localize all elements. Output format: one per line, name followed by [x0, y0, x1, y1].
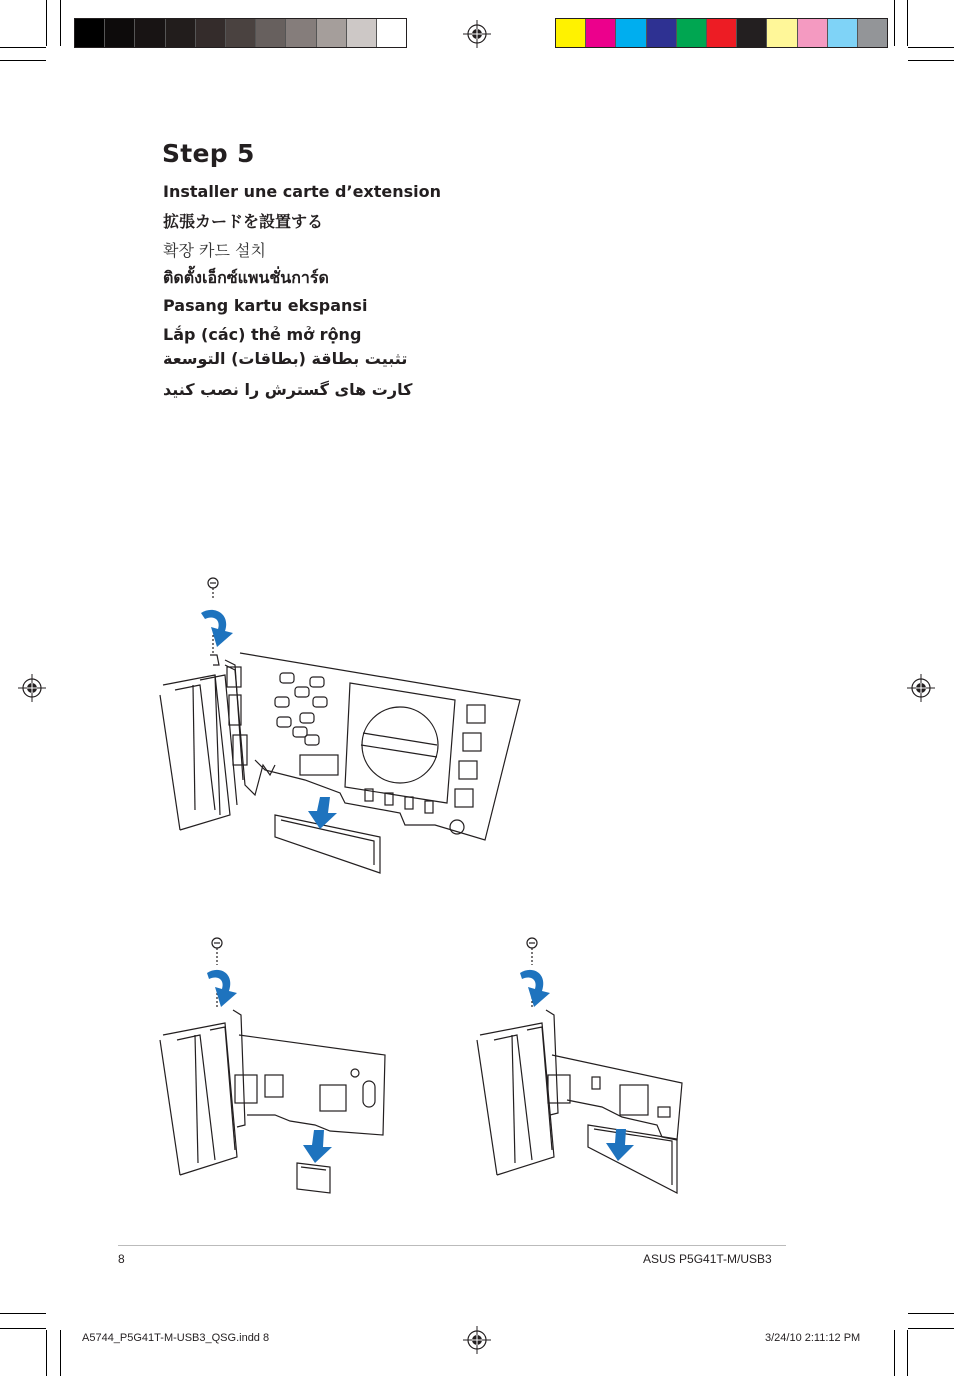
instruction-persian: کارت های گسترش را نصب کنید: [163, 380, 413, 399]
instruction-indonesian: Pasang kartu ekspansi: [163, 296, 368, 315]
step-heading: Step 5: [162, 139, 255, 168]
screw-icon: [212, 938, 222, 965]
process-swatch: [646, 19, 676, 47]
grayscale-swatch: [165, 19, 195, 47]
registration-mark-icon: [18, 674, 46, 702]
instruction-arabic: تثبيت بطاقة (بطاقات) التوسعة: [163, 349, 408, 368]
screw-icon: [527, 938, 537, 965]
grayscale-swatch: [134, 19, 164, 47]
insert-arrow-icon: [308, 797, 337, 829]
process-swatch: [797, 19, 827, 47]
instruction-korean: 확장 카드 설치: [163, 241, 266, 260]
process-swatch: [827, 19, 857, 47]
grayscale-swatch: [376, 19, 406, 47]
grayscale-swatch: [225, 19, 255, 47]
slug-file-info: A5744_P5G41T-M-USB3_QSG.indd 8: [82, 1332, 270, 1344]
graphics-card-install-illustration: [155, 575, 525, 880]
grayscale-color-bar: [74, 18, 407, 48]
grayscale-swatch: [104, 19, 134, 47]
registration-mark-icon: [463, 20, 491, 48]
pcie-x1-card-install-illustration: [155, 935, 395, 1195]
product-name: ASUS P5G41T-M/USB3: [643, 1252, 772, 1266]
instruction-french: Installer une carte d’extension: [163, 182, 442, 201]
rotate-arrow-icon: [520, 970, 550, 1007]
process-swatch: [676, 19, 706, 47]
screw-icon: [208, 578, 218, 600]
grayscale-swatch: [346, 19, 376, 47]
process-swatch: [585, 19, 615, 47]
page-number: 8: [118, 1252, 125, 1266]
insert-arrow-icon: [606, 1129, 634, 1161]
process-swatch: [615, 19, 645, 47]
footer-rule: [118, 1245, 786, 1246]
grayscale-swatch: [255, 19, 285, 47]
process-swatch: [556, 19, 585, 47]
process-swatch: [736, 19, 766, 47]
grayscale-swatch: [285, 19, 315, 47]
grayscale-swatch: [195, 19, 225, 47]
registration-mark-icon: [907, 674, 935, 702]
instruction-japanese: 拡張カードを設置する: [163, 212, 324, 231]
registration-mark-icon: [463, 1326, 491, 1354]
rotate-arrow-icon: [207, 970, 237, 1007]
instruction-thai: ติดตั้งเอ็กซ์แพนชั่นการ์ด: [163, 268, 329, 287]
insert-arrow-icon: [303, 1130, 332, 1163]
instruction-vietnamese: Lắp (các) thẻ mở rộng: [163, 325, 362, 344]
process-swatch: [766, 19, 796, 47]
grayscale-swatch: [316, 19, 346, 47]
rotate-arrow-icon: [201, 610, 233, 647]
process-swatch: [706, 19, 736, 47]
pci-card-install-illustration: [472, 935, 692, 1195]
slug-timestamp: 3/24/10 2:11:12 PM: [765, 1332, 861, 1344]
grayscale-swatch: [75, 19, 104, 47]
process-swatch: [857, 19, 887, 47]
process-color-bar: [555, 18, 888, 48]
